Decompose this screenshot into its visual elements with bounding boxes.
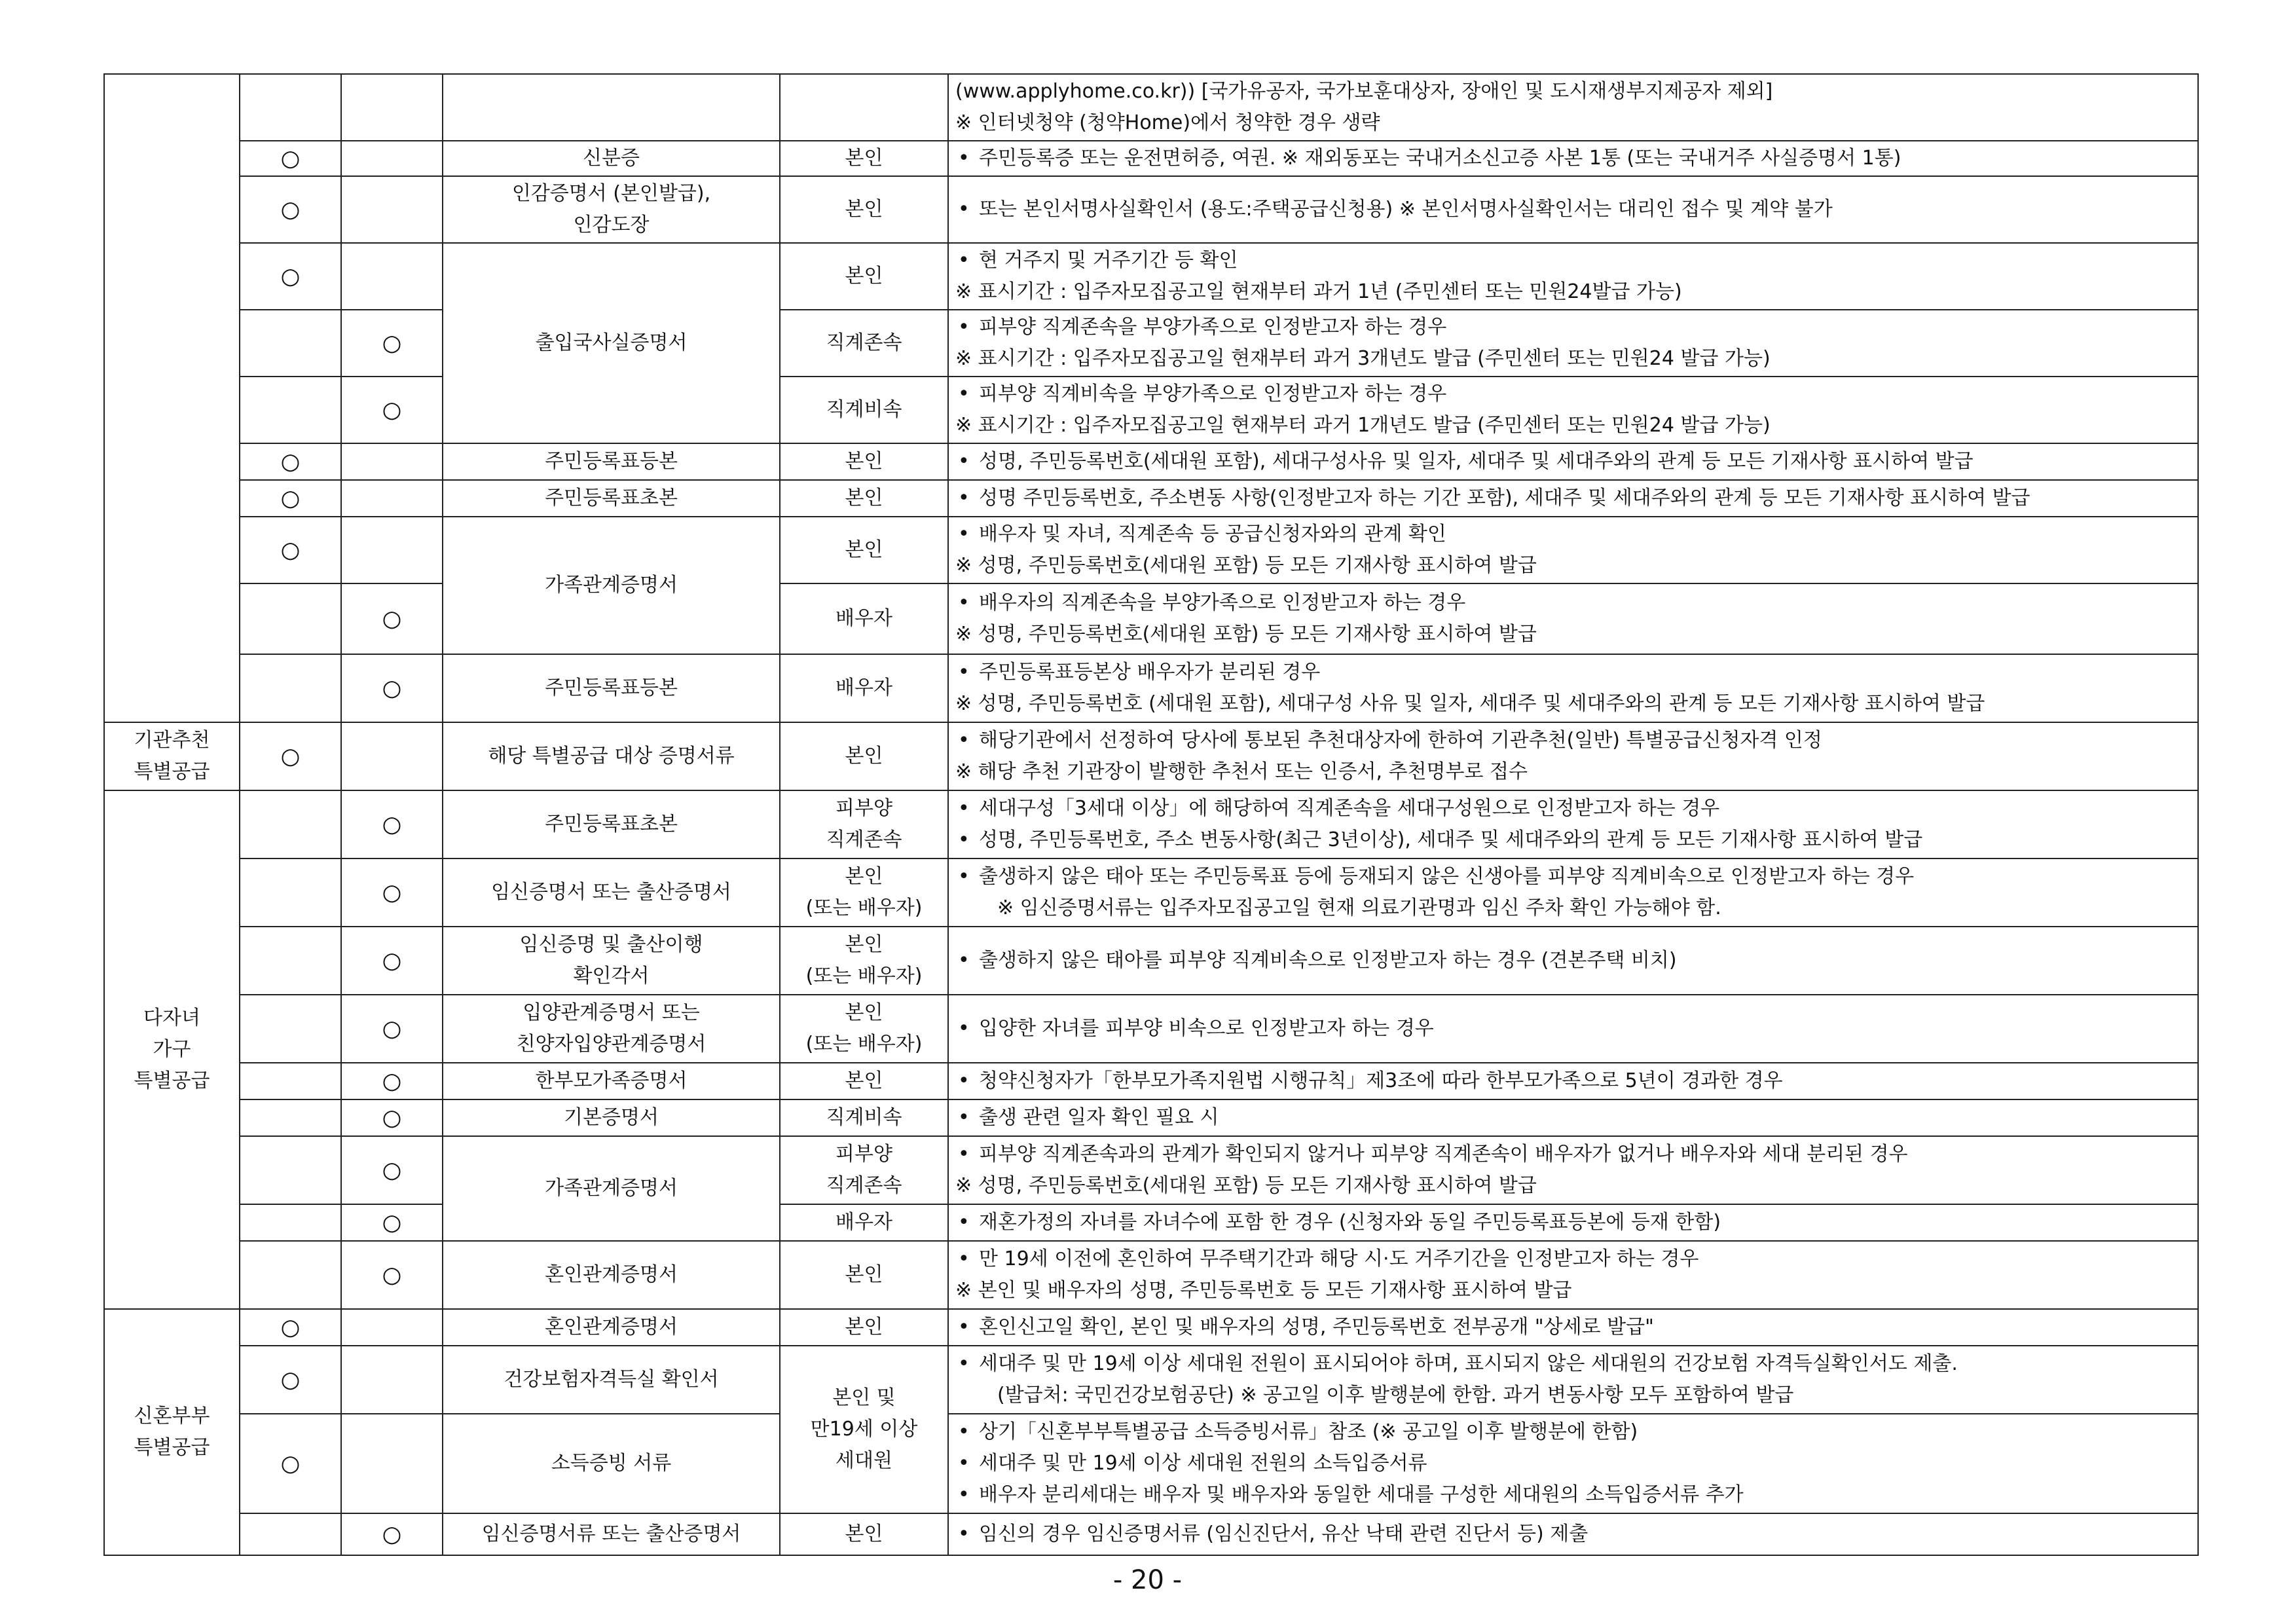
applicant: 본인 xyxy=(780,722,948,790)
optional-mark: ○ xyxy=(341,1099,443,1136)
description-bullet: • 세대구성「3세대 이상」에 해당하여 직계존속을 세대구성원으로 인정받고자 하는 경우 xyxy=(955,793,2191,824)
description-cell xyxy=(948,1063,2198,1099)
optional-mark: ○ xyxy=(341,1063,443,1099)
description-note: ※ 해당 추천 기관장이 발행한 추천서 또는 인증서, 추천명부로 접수 xyxy=(955,760,1528,783)
description-cell xyxy=(948,176,2198,243)
document-name: 소득증빙 서류 xyxy=(443,1414,780,1513)
applicant: 본인 xyxy=(780,1513,948,1555)
description-bullet: • 배우자 및 자녀, 직계존속 등 공급신청자와의 관계 확인 xyxy=(955,519,2191,550)
document-name-cell xyxy=(443,74,780,141)
applicant: 피부양 직계존속 xyxy=(780,1136,948,1204)
required-documents-table xyxy=(103,73,2199,1556)
description-note: ※ 표시기간 : 입주자모집공고일 현재부터 과거 1년 (주민센터 또는 민원24발급 가능) xyxy=(955,280,1682,303)
required-mark: ○ xyxy=(240,1309,341,1346)
optional-mark: ○ xyxy=(341,1136,443,1204)
table-row xyxy=(104,1346,2198,1414)
table-row xyxy=(104,654,2198,722)
required-mark: ○ xyxy=(240,141,341,176)
document-name: 주민등록표등본 xyxy=(443,443,780,480)
document-name: 신분증 xyxy=(443,141,780,176)
applicant: 본인 xyxy=(780,176,948,243)
table-row xyxy=(104,141,2198,176)
applicant: 직계비속 xyxy=(780,1099,948,1136)
description-bullet: • 배우자 분리세대는 배우자 및 배우자와 동일한 세대를 구성한 세대원의 소득입증서류 추가 xyxy=(955,1479,2191,1511)
description-bullet: • 세대주 및 만 19세 이상 세대원 전원의 소득입증서류 xyxy=(955,1448,2191,1479)
applicant: 본인 xyxy=(780,443,948,480)
description-bullet: • 현 거주지 및 거주기간 등 확인 xyxy=(955,245,2191,276)
description-bullet: • 피부양 직계존속과의 관계가 확인되지 않거나 피부양 직계존속이 배우자가 없거나 배우자와 세대 분리된 경우 xyxy=(955,1139,2191,1170)
description-cell xyxy=(948,480,2198,517)
description-bullet: • 입양한 자녀를 피부양 비속으로 인정받고자 하는 경우 xyxy=(955,1013,2191,1044)
optional-mark-cell xyxy=(341,480,443,517)
document-name: 주민등록표초본 xyxy=(443,790,780,858)
description-bullet: • 재혼가정의 자녀를 자녀수에 포함 한 경우 (신청자와 동일 주민등록표등본에 등재 한함) xyxy=(955,1207,2191,1238)
applicant: 직계존속 xyxy=(780,310,948,377)
required-mark: ○ xyxy=(240,443,341,480)
applicant: 본인 xyxy=(780,1309,948,1346)
description-bullet: • 세대주 및 만 19세 이상 세대원 전원이 표시되어야 하며, 표시되지 않은 세대원의 건강보험 자격득실확인서도 제출. xyxy=(955,1348,2191,1380)
description-bullet: • 성명, 주민등록번호(세대원 포함), 세대구성사유 및 일자, 세대주 및 세대주와의 관계 등 모든 기재사항 표시하여 발급 xyxy=(955,446,2191,477)
applicant-cell xyxy=(780,74,948,141)
applicant: 본인 xyxy=(780,480,948,517)
category-cell xyxy=(104,74,240,722)
document-name: 기본증명서 xyxy=(443,1099,780,1136)
description-cell xyxy=(948,1346,2198,1414)
applicant: 본인 및 만19세 이상 세대원 xyxy=(780,1346,948,1513)
required-mark-cell xyxy=(240,790,341,858)
document-name: 건강보험자격득실 확인서 xyxy=(443,1346,780,1414)
required-mark-cell xyxy=(240,1241,341,1309)
description-bullet: • 출생 관련 일자 확인 필요 시 xyxy=(955,1102,2191,1134)
description-note: ※ 성명, 주민등록번호(세대원 포함) 등 모든 기재사항 표시하여 발급 xyxy=(955,623,1537,646)
description-bullet: • 배우자의 직계존속을 부양가족으로 인정받고자 하는 경우 xyxy=(955,587,2191,619)
page-number: - 20 - xyxy=(1112,1565,1183,1595)
optional-mark: ○ xyxy=(341,995,443,1063)
description-note: ※ 임신증명서류는 입주자모집공고일 현재 의료기관명과 임신 주차 확인 가능해야 함. xyxy=(997,896,1721,919)
table-row xyxy=(104,517,2198,583)
document-name: 임신증명서류 또는 출산증명서 xyxy=(443,1513,780,1555)
optional-mark-cell xyxy=(341,517,443,583)
required-mark: ○ xyxy=(240,1414,341,1513)
description-cell xyxy=(948,443,2198,480)
category-label: 다자녀 가구 특별공급 xyxy=(104,790,240,1309)
description-note: (발급처: 국민건강보험공단) ※ 공고일 이후 발행분에 한함. 과거 변동사항 모두 포함하여 발급 xyxy=(997,1384,1794,1407)
document-name: 한부모가족증명서 xyxy=(443,1063,780,1099)
table-row xyxy=(104,790,2198,858)
table-row xyxy=(104,583,2198,654)
document-name: 주민등록표등본 xyxy=(443,654,780,722)
table-row xyxy=(104,1063,2198,1099)
table-row xyxy=(104,1513,2198,1555)
document-name: 임신증명서 또는 출산증명서 xyxy=(443,858,780,927)
required-mark-cell xyxy=(240,310,341,377)
table-row xyxy=(104,858,2198,927)
document-name: 혼인관계증명서 xyxy=(443,1241,780,1309)
optional-mark: ○ xyxy=(341,927,443,995)
description-bullet: • 피부양 직계비속을 부양가족으로 인정받고자 하는 경우 xyxy=(955,378,2191,410)
optional-mark-cell xyxy=(341,74,443,141)
optional-mark-cell xyxy=(341,1414,443,1513)
description-line: (www.applyhome.co.kr)) [국가유공자, 국가보훈대상자, 장애인 및 도시재생부지제공자 제외] xyxy=(955,80,1773,103)
required-mark-cell xyxy=(240,995,341,1063)
optional-mark: ○ xyxy=(341,377,443,443)
document-name: 가족관계증명서 xyxy=(443,517,780,654)
applicant: 피부양 직계존속 xyxy=(780,790,948,858)
document-name: 가족관계증명서 xyxy=(443,1136,780,1241)
description-cell xyxy=(948,1414,2198,1513)
applicant: 본인 xyxy=(780,1063,948,1099)
table-row xyxy=(104,243,2198,310)
optional-mark: ○ xyxy=(341,583,443,654)
description-note: ※ 표시기간 : 입주자모집공고일 현재부터 과거 3개년도 발급 (주민센터 또는 민원24 발급 가능) xyxy=(955,347,1771,370)
table-row xyxy=(104,995,2198,1063)
description-cell xyxy=(948,1136,2198,1204)
required-mark-cell xyxy=(240,74,341,141)
description-bullet: • 만 19세 이전에 혼인하여 무주택기간과 해당 시·도 거주기간을 인정받고자 하는 경우 xyxy=(955,1244,2191,1275)
optional-mark: ○ xyxy=(341,1513,443,1555)
optional-mark-cell xyxy=(341,443,443,480)
required-mark-cell xyxy=(240,1099,341,1136)
description-cell xyxy=(948,995,2198,1063)
description-bullet: • 해당기관에서 선정하여 당사에 통보된 추천대상자에 한하여 기관추천(일반) 특별공급신청자격 인정 xyxy=(955,725,2191,756)
table-row xyxy=(104,927,2198,995)
description-note: ※ 성명, 주민등록번호(세대원 포함) 등 모든 기재사항 표시하여 발급 xyxy=(955,1174,1537,1197)
description-bullet: • 주민등록표등본상 배우자가 분리된 경우 xyxy=(955,657,2191,688)
applicant: 본인 xyxy=(780,517,948,583)
table-row xyxy=(104,176,2198,243)
optional-mark: ○ xyxy=(341,1204,443,1241)
applicant: 본인 xyxy=(780,141,948,176)
table-row xyxy=(104,1099,2198,1136)
document-name: 입양관계증명서 또는 친양자입양관계증명서 xyxy=(443,995,780,1063)
category-label: 신혼부부 특별공급 xyxy=(104,1309,240,1555)
required-mark: ○ xyxy=(240,480,341,517)
table-row xyxy=(104,310,2198,377)
required-mark: ○ xyxy=(240,243,341,310)
applicant: 본인 (또는 배우자) xyxy=(780,995,948,1063)
description-cell xyxy=(948,1513,2198,1555)
description-note: ※ 성명, 주민등록번호(세대원 포함) 등 모든 기재사항 표시하여 발급 xyxy=(955,554,1537,577)
description-cell xyxy=(948,583,2198,654)
optional-mark-cell xyxy=(341,243,443,310)
description-bullet: • 주민등록증 또는 운전면허증, 여권. ※ 재외동포는 국내거소신고증 사본 1통 (또는 국내거주 사실증명서 1통) xyxy=(955,143,2191,174)
description-cell xyxy=(948,1309,2198,1346)
required-mark: ○ xyxy=(240,722,341,790)
description-bullet: • 또는 본인서명사실확인서 (용도:주택공급신청용) ※ 본인서명사실확인서는 대리인 접수 및 계약 불가 xyxy=(955,194,2191,225)
description-cell xyxy=(948,1099,2198,1136)
applicant: 본인 xyxy=(780,243,948,310)
required-mark-cell xyxy=(240,1513,341,1555)
table-row xyxy=(104,443,2198,480)
table-row xyxy=(104,1204,2198,1241)
description-bullet: • 피부양 직계존속을 부양가족으로 인정받고자 하는 경우 xyxy=(955,312,2191,343)
description-cell xyxy=(948,654,2198,722)
description-cell xyxy=(948,74,2198,141)
description-bullet: • 성명, 주민등록번호, 주소 변동사항(최근 3년이상), 세대주 및 세대주와의 관계 등 모든 기재사항 표시하여 발급 xyxy=(955,824,2191,856)
optional-mark-cell xyxy=(341,1309,443,1346)
table-row xyxy=(104,1241,2198,1309)
applicant: 본인 (또는 배우자) xyxy=(780,858,948,927)
optional-mark: ○ xyxy=(341,654,443,722)
description-cell xyxy=(948,141,2198,176)
document-name: 혼인관계증명서 xyxy=(443,1309,780,1346)
table-row xyxy=(104,74,2198,141)
description-cell xyxy=(948,927,2198,995)
table-row xyxy=(104,480,2198,517)
table-row xyxy=(104,1309,2198,1346)
description-bullet: • 임신의 경우 임신증명서류 (임신진단서, 유산 낙태 관련 진단서 등) 제출 xyxy=(955,1519,2191,1550)
applicant: 배우자 xyxy=(780,583,948,654)
document-name: 임신증명 및 출산이행 확인각서 xyxy=(443,927,780,995)
document-name: 출입국사실증명서 xyxy=(443,243,780,443)
document-name: 인감증명서 (본인발급), 인감도장 xyxy=(443,176,780,243)
optional-mark-cell xyxy=(341,1346,443,1414)
required-mark: ○ xyxy=(240,176,341,243)
applicant: 직계비속 xyxy=(780,377,948,443)
required-mark-cell xyxy=(240,858,341,927)
optional-mark: ○ xyxy=(341,858,443,927)
table-row xyxy=(104,1414,2198,1513)
category-label: 기관추천 특별공급 xyxy=(104,722,240,790)
optional-mark: ○ xyxy=(341,1241,443,1309)
description-bullet: • 출생하지 않은 태아 또는 주민등록표 등에 등재되지 않은 신생아를 피부양 직계비속으로 인정받고자 하는 경우 xyxy=(955,861,2191,893)
applicant: 배우자 xyxy=(780,654,948,722)
description-cell xyxy=(948,517,2198,583)
description-cell xyxy=(948,1204,2198,1241)
description-bullet: • 청약신청자가「한부모가족지원법 시행규칙」제3조에 따라 한부모가족으로 5년이 경과한 경우 xyxy=(955,1065,2191,1097)
description-bullet: • 혼인신고일 확인, 본인 및 배우자의 성명, 주민등록번호 전부공개 "상세로 발급" xyxy=(955,1312,2191,1343)
table-row xyxy=(104,722,2198,790)
optional-mark-cell xyxy=(341,141,443,176)
description-cell xyxy=(948,790,2198,858)
optional-mark-cell xyxy=(341,722,443,790)
required-mark-cell xyxy=(240,927,341,995)
description-bullet: • 출생하지 않은 태아를 피부양 직계비속으로 인정받고자 하는 경우 (견본주택 비치) xyxy=(955,945,2191,976)
description-cell xyxy=(948,858,2198,927)
description-note: ※ 인터넷청약 (청약Home)에서 청약한 경우 생략 xyxy=(955,111,1380,134)
description-bullet: • 성명 주민등록번호, 주소변동 사항(인정받고자 하는 기간 포함), 세대주 및 세대주와의 관계 등 모든 기재사항 표시하여 발급 xyxy=(955,483,2191,514)
applicant: 배우자 xyxy=(780,1204,948,1241)
required-mark-cell xyxy=(240,377,341,443)
description-bullet: • 상기「신혼부부특별공급 소득증빙서류」참조 (※ 공고일 이후 발행분에 한함) xyxy=(955,1416,2191,1448)
required-mark: ○ xyxy=(240,1346,341,1414)
applicant: 본인 (또는 배우자) xyxy=(780,927,948,995)
document-name: 주민등록표초본 xyxy=(443,480,780,517)
optional-mark: ○ xyxy=(341,310,443,377)
description-cell xyxy=(948,243,2198,310)
description-cell xyxy=(948,310,2198,377)
description-note: ※ 본인 및 배우자의 성명, 주민등록번호 등 모든 기재사항 표시하여 발급 xyxy=(955,1279,1572,1302)
required-mark-cell xyxy=(240,1136,341,1204)
description-cell xyxy=(948,722,2198,790)
required-mark-cell xyxy=(240,654,341,722)
description-note: ※ 표시기간 : 입주자모집공고일 현재부터 과거 1개년도 발급 (주민센터 또는 민원24 발급 가능) xyxy=(955,414,1771,437)
optional-mark: ○ xyxy=(341,790,443,858)
description-note: ※ 성명, 주민등록번호 (세대원 포함), 세대구성 사유 및 일자, 세대주 및 세대주와의 관계 등 모든 기재사항 표시하여 발급 xyxy=(955,692,1985,715)
description-cell xyxy=(948,377,2198,443)
applicant: 본인 xyxy=(780,1241,948,1309)
required-mark-cell xyxy=(240,1204,341,1241)
required-mark-cell xyxy=(240,1063,341,1099)
description-cell xyxy=(948,1241,2198,1309)
table-row xyxy=(104,377,2198,443)
optional-mark-cell xyxy=(341,176,443,243)
required-mark: ○ xyxy=(240,517,341,583)
document-name: 해당 특별공급 대상 증명서류 xyxy=(443,722,780,790)
table-row xyxy=(104,1136,2198,1204)
required-mark-cell xyxy=(240,583,341,654)
